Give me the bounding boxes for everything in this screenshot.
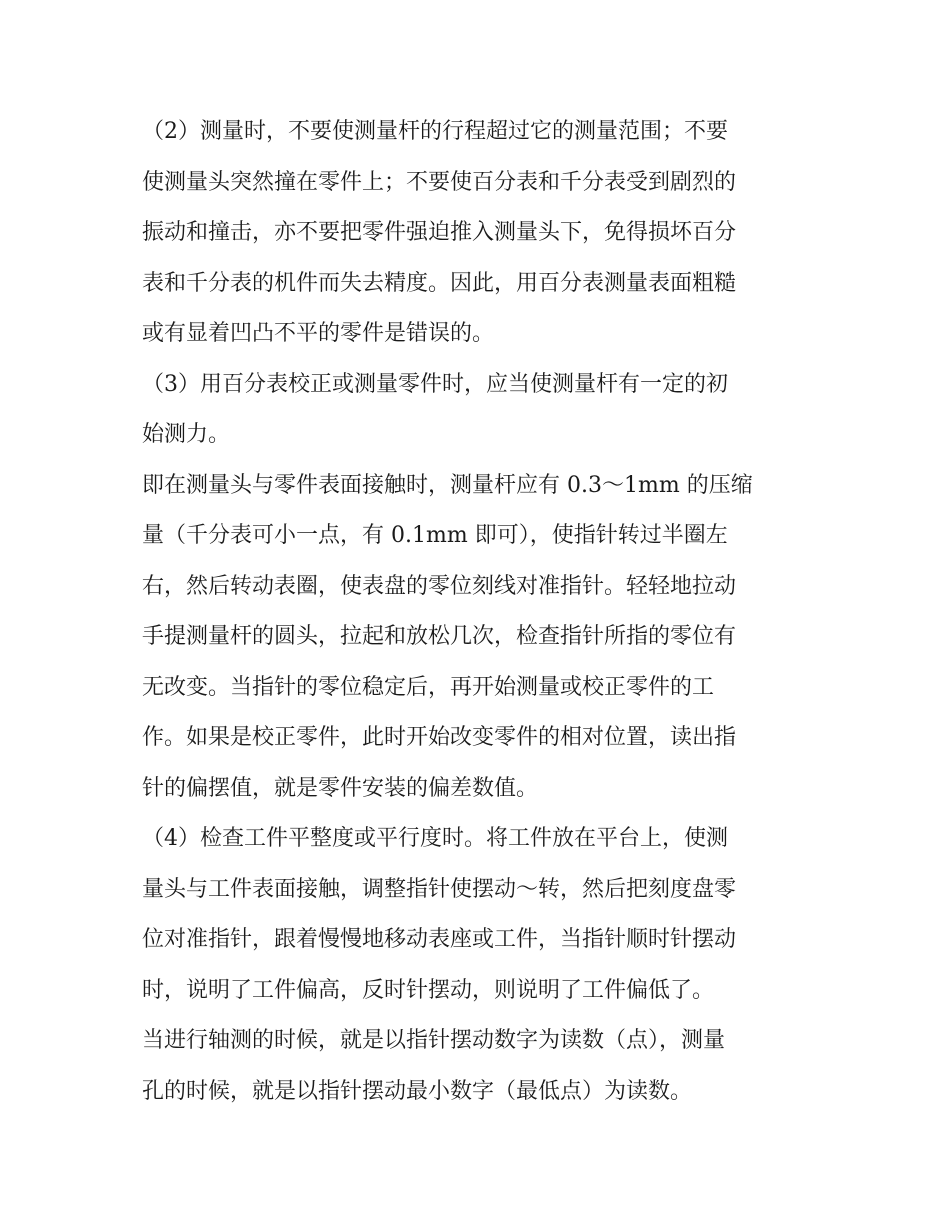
text-line: 即在测量头与零件表面接触时，测量杆应有 0.3～1mm 的压缩 <box>142 472 753 498</box>
text-line: 量头与工件表面接触，调整指针使摆动～转，然后把刻度盘零 <box>142 876 737 902</box>
text-line: 右，然后转动表圈，使表盘的零位刻线对准指针。轻轻地拉动 <box>142 573 737 599</box>
text-line: 无改变。当指针的零位稳定后，再开始测量或校正零件的工 <box>142 674 715 700</box>
text-line: （3）用百分表校正或测量零件时，应当使测量杆有一定的初 <box>142 371 728 397</box>
text-line: 振动和撞击，亦不要把零件强迫推入测量头下，免得损坏百分 <box>142 220 737 245</box>
text-line: 或有显着凹凸不平的零件是错误的。 <box>142 321 495 346</box>
text-line: 位对准指针，跟着慢慢地移动表座或工件，当指针顺时针摆动 <box>142 927 737 952</box>
text-line: （4）检查工件平整度或平行度时。将工件放在平台上，使测 <box>142 826 728 851</box>
text-line: 作。如果是校正零件，此时开始改变零件的相对位置，读出指 <box>142 725 737 750</box>
text-line: 量（千分表可小一点，有 0.1mm 即可），使指针转过半圈左 <box>142 523 728 548</box>
text-line: 当进行轴测的时候，就是以指针摆动数字为读数（点），测量 <box>142 1028 726 1053</box>
text-line: 使测量头突然撞在零件上；不要使百分表和千分表受到剧烈的 <box>142 169 737 195</box>
text-line: 孔的时候，就是以指针摆动最小数字（最低点）为读数。 <box>142 1078 693 1104</box>
text-line: 针的偏摆值，就是零件安装的偏差数值。 <box>142 775 539 801</box>
text-line: 时，说明了工件偏高，反时针摆动，则说明了工件偏低了。 <box>142 977 715 1003</box>
text-line: 始测力。 <box>142 422 231 447</box>
document-body <box>142 107 816 1117</box>
text-line: 手提测量杆的圆头，拉起和放松几次，检查指针所指的零位有 <box>142 624 737 649</box>
text-line: （2）测量时，不要使测量杆的行程超过它的测量范围；不要 <box>142 119 728 144</box>
text-line: 表和千分表的机件而失去精度。因此，用百分表测量表面粗糙 <box>142 270 737 296</box>
